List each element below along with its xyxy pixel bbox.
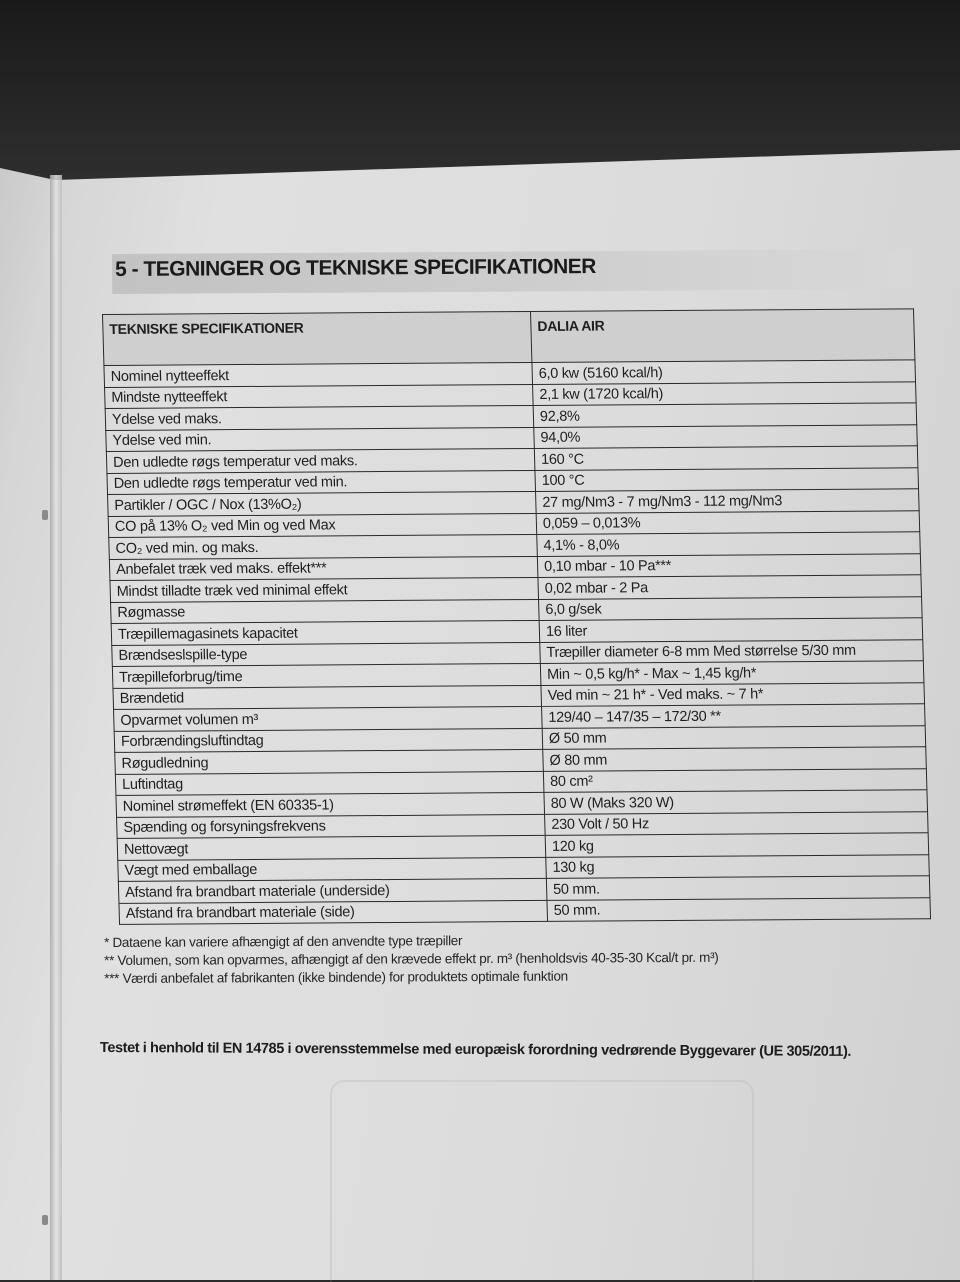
spec-label-cell: Opvarmet volumen m³ [114,706,543,730]
spec-value-cell: Ved min ~ 21 h* - Ved maks. ~ 7 h* [541,682,925,706]
spec-label-cell: Røgudledning [115,749,544,773]
spec-value-cell: Min ~ 0,5 kg/h* - Max ~ 1,45 kg/h* [540,661,924,685]
spec-label-cell: Afstand fra brandbart materiale (side) [119,900,548,924]
spec-label-cell: Nettovægt [117,835,546,859]
spec-label-cell: Ydelse ved maks. [105,405,534,429]
spec-label-cell: Ydelse ved min. [106,427,535,451]
spec-value-cell: 80 W (Maks 320 W) [544,790,928,814]
spec-value-cell: 4,1% - 8,0% [537,532,921,556]
spec-value-cell: Ø 80 mm [543,747,927,771]
spec-value-cell: 6,0 kw (5160 kcal/h) [532,360,916,384]
spec-label-cell: Forbrændingsluftindtag [114,728,543,752]
spec-label-cell: Anbefalet træk ved maks. effekt*** [109,556,538,580]
spec-label-cell: Partikler / OGC / Nox (13%O₂) [108,491,537,515]
spec-value-cell: 50 mm. [547,897,931,921]
header-model: DALIA AIR [531,309,915,363]
staple [42,1215,48,1225]
table-body [104,360,931,925]
spec-table [102,308,931,925]
spec-value-cell: 130 kg [546,854,930,878]
spec-label-cell: Vægt med emballage [118,857,547,881]
spec-value-cell: 100 °C [535,467,919,491]
footnotes [104,931,719,988]
spec-value-cell: 50 mm. [546,876,930,900]
footnote: *** Værdi anbefalet af fabrikanten (ikke bindende) for produktets optimale funktion [104,968,568,986]
spec-label-cell: Mindst tilladte træk ved minimal effekt [110,577,539,601]
spec-label-cell: Den udledte røgs temperatur ved maks. [106,448,535,472]
spec-label-cell: Mindste nytteeffekt [105,384,534,408]
spec-label-cell: Træpillemagasinets kapacitet [111,620,540,644]
spec-value-cell: 129/40 – 147/35 – 172/30 ** [542,704,926,728]
section-title: 5 - TEGNINGER OG TEKNISKE SPECIFIKATIONER [115,255,596,281]
table-header-row [103,309,915,366]
header-spec: TEKNISKE SPECIFIKATIONER [103,312,532,366]
footnote: * Dataene kan variere afhængigt af den anvendte type træpiller [104,933,463,950]
spec-label-cell: Luftindtag [115,771,544,795]
spec-value-cell: 120 kg [545,833,929,857]
spec-label-cell: Brændetid [113,685,542,709]
spec-value-cell: 80 cm² [543,768,927,792]
staple [42,510,48,520]
faint-drawing [330,1080,754,1282]
spec-label-cell: Afstand fra brandbart materiale (underside) [118,878,547,902]
spec-value-cell: 0,059 – 0,013% [536,510,920,534]
spec-value-cell: 2,1 kw (1720 kcal/h) [533,381,917,405]
spec-label-cell: Den udledte røgs temperatur ved min. [107,470,536,494]
spec-value-cell: 160 °C [534,446,918,470]
spec-label-cell: Nominel nytteeffekt [104,362,533,386]
footnote: ** Volumen, som kan opvarmes, afhængigt af den krævede effekt pr. m³ (henholdsvis 40-35-30 Kcal/t pr. m³) [104,949,719,968]
spec-label-cell: Spænding og forsyningsfrekvens [117,814,546,838]
spec-label-cell: Træpilleforbrug/time [112,663,541,687]
spec-value-cell: Ø 50 mm [542,725,926,749]
spec-label-cell: CO på 13% O₂ ved Min og ved Max [108,513,537,537]
spec-value-cell: 92,8% [533,403,917,427]
spec-value-cell: 94,0% [534,424,918,448]
spec-value-cell: Træpiller diameter 6-8 mm Med størrelse 5/30 mm [540,639,924,663]
spec-value-cell: 230 Volt / 50 Hz [545,811,929,835]
spec-value-cell: 16 liter [539,618,923,642]
spec-label-cell: CO₂ ved min. og maks. [109,534,538,558]
test-compliance-note: Testet i henhold til EN 14785 i overensstemmelse med europæisk forordning vedrørende Byggevarer (UE 305/2011). [99,1040,852,1060]
spec-label-cell: Brændseslspille-type [112,642,541,666]
spec-value-cell: 0,02 mbar - 2 Pa [538,575,922,599]
spec-value-cell: 27 mg/Nm3 - 7 mg/Nm3 - 112 mg/Nm3 [536,489,920,513]
booklet-spine [50,175,62,1280]
spec-value-cell: 0,10 mbar - 10 Pa*** [537,553,921,577]
spec-value-cell: 6,0 g/sek [539,596,923,620]
spec-label-cell: Nominel strømeffekt (EN 60335-1) [116,792,545,816]
spec-label-cell: Røgmasse [111,599,540,623]
spec-table-container [102,308,931,925]
